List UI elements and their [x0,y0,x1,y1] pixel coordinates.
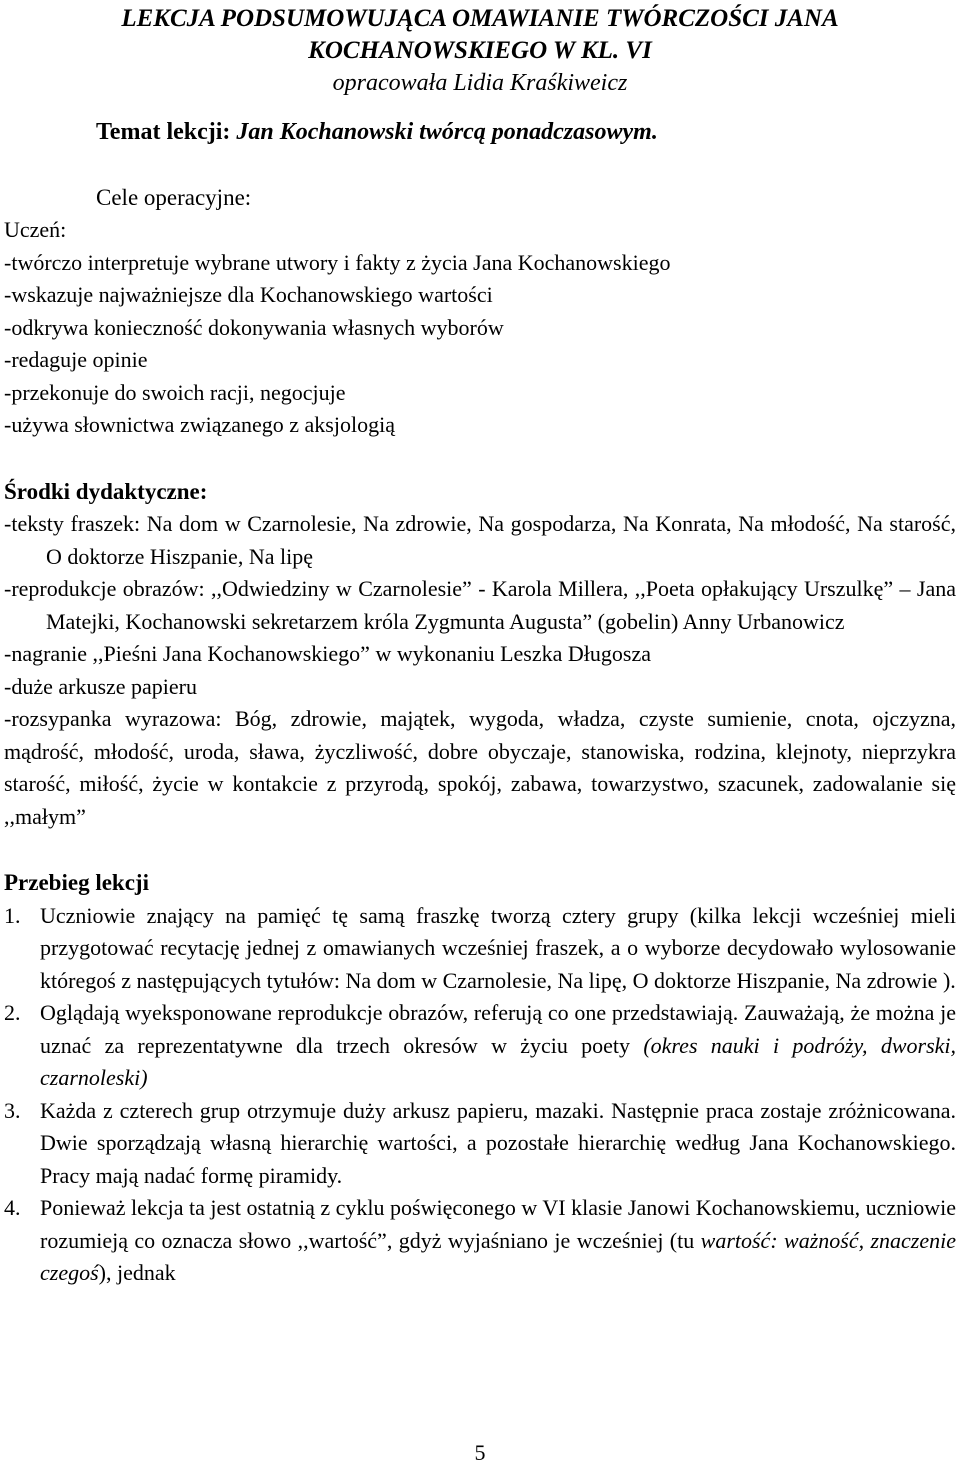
lesson-step [4,900,956,998]
step-text: Uczniowie znający na pamięć tę samą fraszkę tworzą cztery grupy (kilka lekcji wcześniej mieli przygotować recytację jednej z omawianych wcześniej fraszek, a o wyborze decydowało wylosowanie któregoś z następujących tytułów: Na dom w Czarnolesie, Na lipę, O doktorze Hiszpanie, Na zdrowie ). [40,902,956,993]
title-line-1: LEKCJA PODSUMOWUJĄCA OMAWIANIE TWÓRCZOŚCI JANA [121,5,839,32]
lesson-step [4,997,956,1095]
step-number: 2. [4,1000,21,1025]
lesson-steps [4,900,956,1290]
resource-item: -reprodukcje obrazów: ,,Odwiedziny w Czarnolesie” - Karola Millera, ,,Poeta opłakujący Urszulkę” – Jana Matejki, Kochanowski sekretarzem króla Zygmunta Augusta” (gobelin) Anny Urbanowicz [4,576,956,634]
document-page [4,0,956,1290]
resources-list [4,508,956,833]
goal-item: -wskazuje najważniejsze dla Kochanowskiego wartości [4,282,493,307]
page-number: 5 [474,1440,486,1465]
goals-heading: Cele operacyjne: [96,185,252,210]
step-text: Ponieważ lekcja ta jest ostatnią z cyklu poświęconego w VI klasie Janowi Kochanowskiemu, uczniowie rozumieją co oznacza słowo ,,wartość”, gdyż wyjaśniano je wcześniej (tu [40,1195,957,1253]
step-text-wrap [40,997,956,1095]
lesson-step [4,1095,956,1193]
step-text-wrap [40,1192,956,1290]
step-text-tail: ), jednak [98,1260,176,1285]
goal-item: -twórczo interpretuje wybrane utwory i fakty z życia Jana Kochanowskiego [4,249,671,275]
step-number: 4. [4,1195,21,1220]
resource-item: -nagranie ,,Pieśni Jana Kochanowskiego” w wykonaniu Leszka Długosza [4,641,651,666]
topic-text: Jan Kochanowski twórcą ponadczasowym. [236,119,658,145]
topic-label: Temat lekcji: [96,119,237,145]
lesson-heading: Przebieg lekcji [4,870,149,895]
step-text-italic: wartość: ważność, znaczenie czegoś [40,1227,956,1285]
goals-list [4,247,956,442]
resource-item: -teksty fraszek: Na dom w Czarnolesie, Na zdrowie, Na gospodarza, Na Konrata, Na młodość, Na starość, O doktorze Hiszpanie, Na lipę [4,511,956,569]
step-number: 3. [4,1097,21,1123]
goal-item: -redaguje opinie [4,347,148,372]
resources-heading: Środki dydaktyczne: [4,478,208,504]
word-scramble: -rozsypanka wyrazowa: Bóg, zdrowie, majątek, wygoda, władza, czyste sumienie, cnota, ojczyzna, mądrość, młodość, uroda, sława, życzliwość, dobre obyczaje, stanowiska, rodzina, klejnoty, nieprzykra starość, miłość, życie w kontakcie z przyrodą, spokój, zabawa, towarzystwo, szacunek, zadowalanie się ,,małym” [4,706,956,829]
goal-item: -przekonuje do swoich racji, negocjuje [4,379,346,405]
step-text: Oglądają wyeksponowane reprodukcje obrazów, referują co one przedstawiają. Zauważają, że można je uznać za reprezentatywne dla trzech okresów w życiu poety [40,1000,956,1058]
goal-item: -używa słownictwa związanego z aksjologią [4,412,395,437]
document-title [4,3,956,67]
goal-item: -odkrywa konieczność dokonywania własnych wyborów [4,314,504,340]
lesson-topic [4,116,956,148]
author-line: opracowała Lidia Kraśkiweicz [332,70,628,96]
lesson-step [4,1192,956,1290]
goals-subject: Uczeń: [4,217,67,242]
step-text-italic: (okres nauki i podróży, dworski, czarnoleski) [40,1032,957,1090]
resource-item: -duże arkusze papieru [4,673,198,699]
step-text: Każda z czterech grup otrzymuje duży arkusz papieru, mazaki. Następnie praca zostaje zróżnicowana. Dwie sporządzają własną hierarchię wartości, a pozostałe hierarchię według Jana Kochanowskiego. Pracy mają nadać formę piramidy. [40,1097,956,1188]
title-line-2: KOCHANOWSKIEGO W KL. VI [308,37,652,64]
step-number: 1. [4,902,21,928]
